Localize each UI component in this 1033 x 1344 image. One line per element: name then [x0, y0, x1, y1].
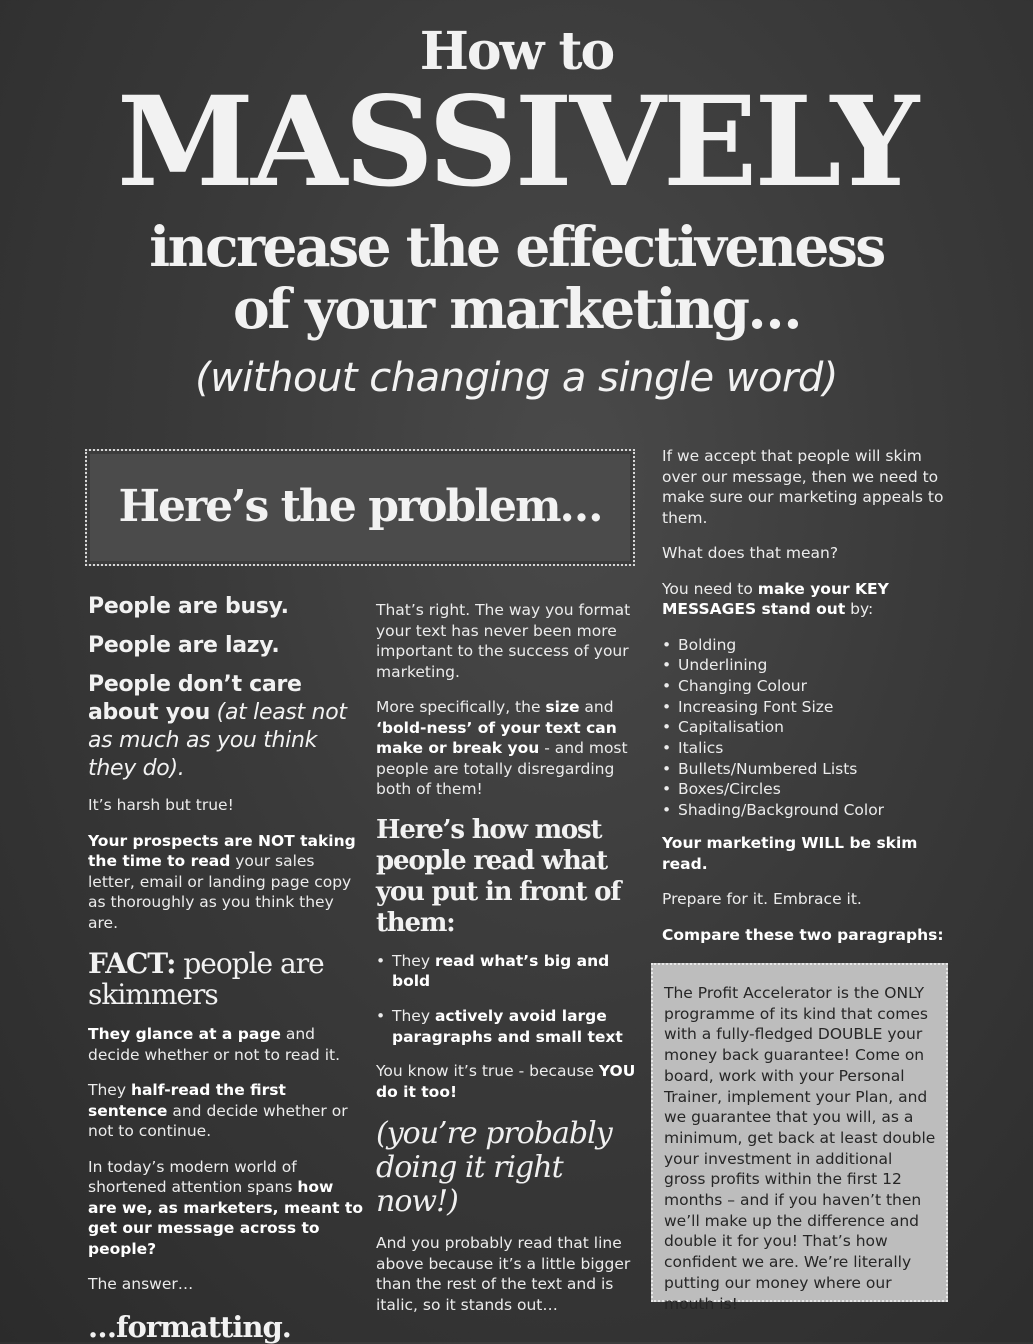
fact-bold: FACT: — [88, 947, 176, 980]
example-paragraph-box — [651, 963, 948, 1313]
bullet2-bold: actively avoid large paragraphs and small text — [392, 1006, 623, 1046]
harsh-line: It’s harsh but true! — [88, 796, 234, 814]
formatting-heading: …formatting. — [88, 1309, 291, 1344]
mean-line: What does that mean? — [662, 544, 839, 562]
list-item: • Capitalisation — [662, 717, 947, 738]
subtitle: (without changing a single word) — [195, 355, 838, 401]
title-massively: MASSIVELY — [116, 70, 917, 215]
glance-rest: and decide whether or not to read it. — [88, 1025, 341, 1064]
column-left — [88, 593, 363, 1344]
lazy-line: People are lazy. — [88, 633, 280, 658]
fact-rest: people are skimmers — [88, 947, 324, 1011]
glance-paragraph — [88, 1024, 363, 1065]
specific-rest: - and most people are totally disregarding both of them! — [376, 739, 628, 798]
care-line — [88, 671, 363, 783]
bullet2-pre: They — [392, 1006, 435, 1025]
prospects-bold: Your prospects are NOT taking the time to read — [88, 831, 356, 870]
prospects-paragraph — [88, 831, 363, 934]
problem-banner — [85, 449, 635, 566]
skim-line — [662, 833, 947, 874]
thats-right-paragraph: That’s right. The way you format your text has never been more important to the success of your marketing. — [376, 601, 631, 681]
column-right — [662, 446, 947, 835]
prepare-line: Prepare for it. Embrace it. — [662, 890, 862, 908]
half-rest: and decide whether or not to continue. — [88, 1101, 348, 1140]
title-how-to: How to — [419, 21, 614, 82]
list-item: • Italics — [662, 738, 947, 759]
list-item: • Changing Colour — [662, 676, 947, 697]
modern-pre: In today’s modern world of shortened attention spans — [88, 1157, 298, 1196]
you-know-paragraph — [376, 1061, 646, 1102]
bullet1-pre: They — [392, 951, 435, 970]
skim-bold: Your marketing WILL be skim read. — [662, 834, 918, 873]
specifically-paragraph — [376, 697, 646, 800]
glance-bold: They glance at a page — [88, 1025, 281, 1043]
example-paragraph: The Profit Accelerator is the ONLY programme of its kind that comes with a fully-fledged DOUBLE your money back guarantee! Come on board, work with your Personal Trainer, implement your Plan, and we guarantee that you will, as a minimum, get back at least double your investment in additional gross profits within the first 12 months – and if you haven’t then we’ll make up the difference and double it for you! That’s how confident we are. We’re literally putting our money where our mouth is! — [664, 984, 936, 1313]
list-item: • Boxes/Circles — [662, 779, 947, 800]
half-pre: They — [88, 1081, 131, 1099]
list-item: • Increasing Font Size — [662, 697, 947, 718]
busy-line: People are busy. — [88, 594, 289, 619]
title-line-increase: increase the effectiveness — [149, 214, 884, 279]
care-italic: (at least not as much as you think they do). — [88, 700, 347, 781]
list-item — [376, 1006, 646, 1047]
compare-bold: Compare these two paragraphs: — [662, 925, 944, 944]
list-item: • Shading/Background Color — [662, 800, 947, 821]
modern-paragraph — [88, 1157, 363, 1260]
specific-bold-boldness: ‘bold-ness’ of your text can make or break you — [376, 718, 617, 757]
reading-habits-list — [376, 951, 646, 1048]
read-line-paragraph: And you probably read that line above because it’s a little bigger than the rest of the text and is italic, so it stands out… — [376, 1234, 631, 1314]
know-pre: You know it’s true - because — [376, 1062, 599, 1081]
need-bold: make your KEY MESSAGES stand out — [662, 579, 889, 618]
prospects-rest: your sales letter, email or landing page copy as thoroughly as you think they are. — [88, 852, 352, 932]
column-middle — [376, 600, 646, 1330]
problem-heading: Here’s the problem… — [118, 481, 602, 532]
technique-list — [662, 635, 947, 821]
how-most-read-heading: Here’s how most people read what you put in front of them: — [376, 814, 621, 938]
know-bold: YOU do it too! — [376, 1062, 636, 1101]
column-right-lower — [662, 833, 947, 960]
title-line-marketing: of your marketing… — [233, 276, 800, 341]
probably-callout: (you’re probably doing it right now!) — [376, 1116, 612, 1220]
need-rest: by: — [845, 600, 874, 618]
compare-line — [662, 925, 947, 946]
list-item: • Bullets/Numbered Lists — [662, 759, 947, 780]
care-bold: People don’t care about you — [88, 672, 302, 725]
bullet1-bold: read what’s big and bold — [392, 951, 610, 991]
list-item: • Bolding — [662, 635, 947, 656]
list-item: • Underlining — [662, 655, 947, 676]
accept-paragraph: If we accept that people will skim over our message, then we need to make sure our marketing appeals to them. — [662, 447, 944, 527]
half-bold: half-read the first sentence — [88, 1081, 286, 1120]
half-read-paragraph — [88, 1080, 363, 1142]
specific-bold-size: size — [545, 698, 580, 716]
list-item — [376, 951, 646, 992]
need-pre: You need to — [662, 579, 758, 598]
fact-heading — [88, 948, 363, 1010]
answer-line: The answer… — [88, 1275, 194, 1293]
specific-pre: More specifically, the — [376, 698, 546, 716]
need-paragraph — [662, 579, 947, 620]
modern-bold: how are we, as marketers, meant to get our message across to people? — [88, 1178, 363, 1258]
specific-mid: and — [579, 698, 614, 716]
